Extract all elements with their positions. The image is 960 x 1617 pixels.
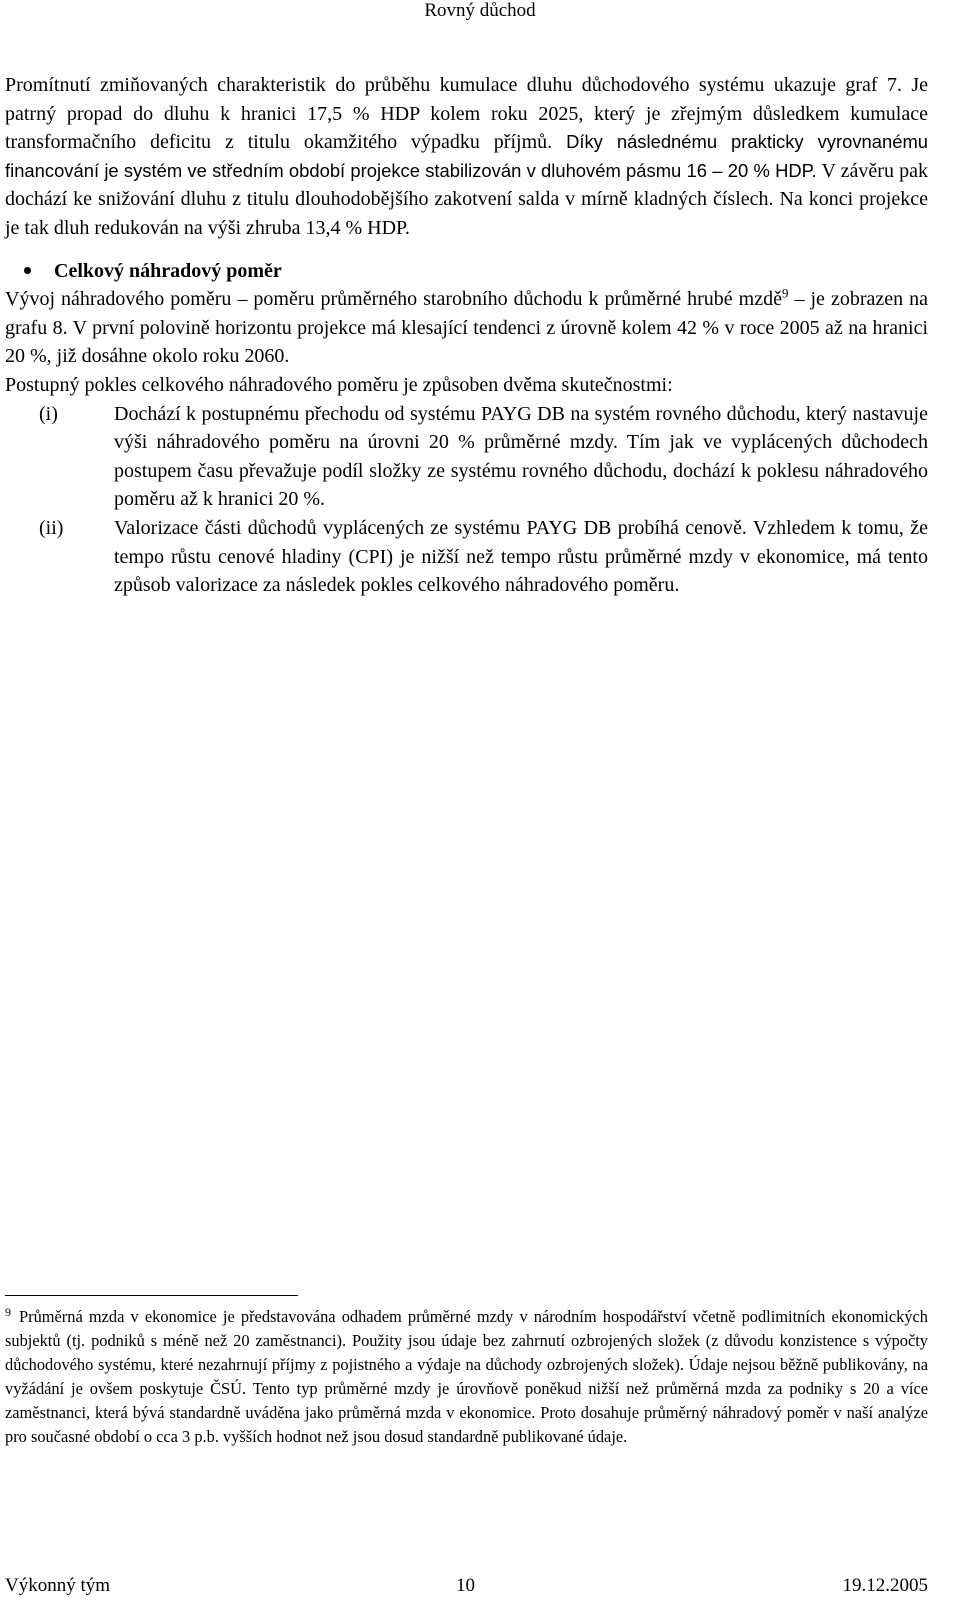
paragraph-debt-text: Promítnutí zmiňovaných charakteristik do průběhu kumulace dluhu důchodového systému ukazuje graf 7. Je patrný propad do dluhu k hranici 17,5 % HDP kolem roku 2025, který je zřejmým důsledkem kumulace transformačního deficitu z titulu okamžitého výpadku příjmů. [5, 74, 928, 154]
section-intro-end: – je zobrazen na grafu 8. V první polovině horizontu projekce má klesající tendenci z úrovně kolem 42 % v roce 2005 až na hranici 20 %, již dosáhne okolo roku 2060. [5, 288, 928, 368]
footnote-text: Průměrná mzda v ekonomice je představována odhadem průměrné mzdy v národním hospodářství včetně podlimitních ekonomických subjektů (tj. podniků s méně než 20 zaměstnanci). Použity jsou údaje bez zahrnutí ozbrojených složek (z důvodu konzistence s výpočty důchodového systému, které nezahrnují příjmy z pojistného a výdaje na důchody ozbrojených složek). Údaje nejsou běžně publikovány, na vyžádání je ovšem poskytuje ČSÚ. Tento typ průměrné mzdy je úrovňově poněkud nižší než průměrná mzda za podniky s 20 a více zaměstnanci, která bývá standardně uváděna jako průměrná mzda v ekonomice. Proto dosahuje průměrný náhradový poměr v naší analýze pro současné období o cca 3 p.b. vyšších hodnot než jsou dosud standardně publikované údaje. [5, 1307, 928, 1447]
footnote [5, 1305, 928, 1450]
footer-page-number: 10 [456, 1575, 475, 1596]
paragraph-debt [5, 71, 928, 243]
list-item-number: (ii) [39, 516, 64, 539]
section-intro [5, 285, 928, 371]
footer-author: Výkonný tým [5, 1575, 111, 1596]
page-header [0, 0, 960, 22]
section-replacement-ratio [5, 257, 928, 600]
bullet-icon [24, 267, 31, 274]
list-item [5, 514, 928, 600]
section-heading-text: Celkový náhradový poměr [54, 259, 282, 282]
section-lead: Postupný pokles celkového náhradového poměru je způsoben dvěma skutečnostmi: [5, 373, 673, 396]
header-title: Rovný důchod [424, 0, 536, 21]
main-content [5, 71, 928, 600]
footnote-divider [5, 1295, 298, 1296]
list-item-number: (i) [39, 402, 58, 425]
paragraph-debt-end-text: V závěru pak dochází ke snižování dluhu z titulu dlouhodobějšího zakotvení salda v mírně kladných číslech. Na konci projekce je tak dluh redukován na výši zhruba 13,4 % HDP. [5, 159, 929, 239]
list-item [5, 400, 928, 514]
footnote-number: 9 [5, 1304, 11, 1319]
list-item-text: Valorizace části důchodů vyplácených ze systému PAYG DB probíhá cenově. Vzhledem k tomu, že tempo růstu cenové hladiny (CPI) je nižší než tempo růstu průměrné mzdy v ekonomice, má tento způsob valorizace za následek pokles celkového náhradového poměru. [114, 516, 928, 597]
footer-date: 19.12.2005 [842, 1575, 928, 1596]
list-item-text: Dochází k postupnému přechodu od systému PAYG DB na systém rovného důchodu, který nastavuje výši náhradového poměru na úrovni 20 % průměrné mzdy. Tím jak ve vyplácených důchodech postupem času převažuje podíl složky ze systému rovného důchodu, dochází k poklesu náhradového poměru až k hranici 20 %. [114, 402, 928, 511]
footnote-ref[interactable]: 9 [781, 285, 789, 301]
section-heading [5, 257, 928, 286]
paragraph-debt-sans-text: Díky následnému prakticky vyrovnanému financování je systém ve středním období projekce stabilizován v dluhovém pásmu 16 – 20 % HDP. [5, 131, 929, 181]
section-intro-start: Vývoj náhradového poměru – poměru průměrného starobního důchodu k průměrné hrubé mzdě [5, 288, 782, 311]
